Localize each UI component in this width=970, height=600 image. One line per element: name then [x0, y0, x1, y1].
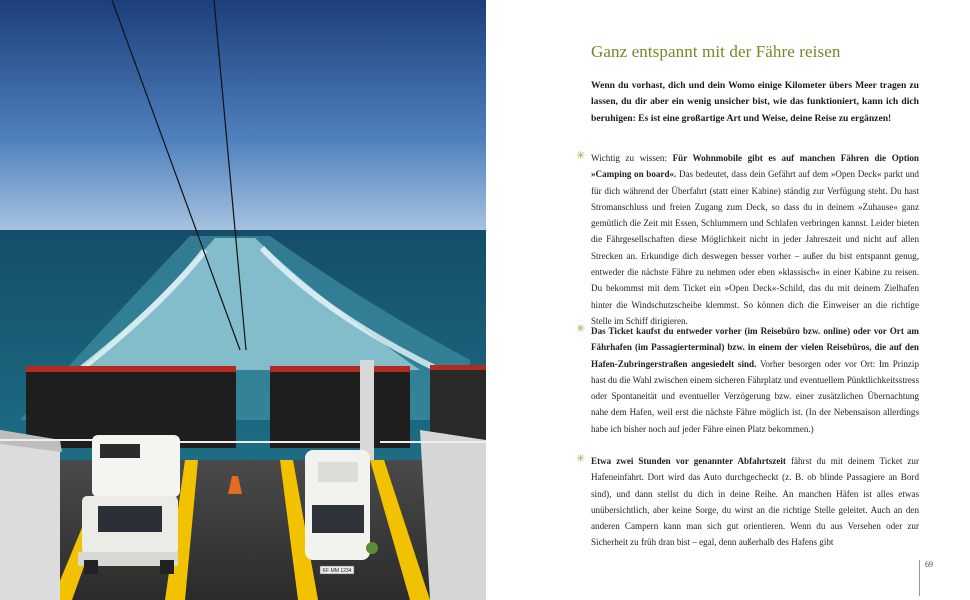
bullet-star-icon: ✳ — [576, 323, 586, 335]
section-1-body: Das bedeutet, dass dein Gefährt auf dem »Open Deck« parkt und für dich während der Überfahrt (statt einer Kabine) ständig zur Verfügung steht. Du hast Stromanschluss und freien Zugang zum Deck, so dass du in deinem »Zuhause« ganz gemütlich die Zeit mit Essen, Schlummern und Schlafen verbringen kannst. Leider bieten die Fährgesellschaften diese Möglichkeit nicht in jeder Jahreszeit und nicht auf allen Strecken an. Erkundige dich deswegen besser vorher – außer du bist entspannt genug, entweder die nächste Fähre zu nehmen oder eben »klassisch« in einer Kabine zu reisen. Du bekommst mit dem Ticket ein »Open Deck«-Schild, das du mit deinem Zielhafen hinter die Windschutzscheibe klemmst. So können dich die Einweiser an die richtige Stelle im Schiff dirigieren. — [591, 169, 919, 326]
section-camping-on-board — [576, 150, 919, 329]
section-ticket — [576, 323, 920, 437]
campervan-right — [305, 450, 378, 574]
page-number: 69 — [925, 560, 933, 569]
section-2-body: Vorher besorgen oder vor Ort: Im Prinzip hast du die Wahl zwischen einem sicheren Fährplatz und eventuellem Pünktlichkeitsstress oder Spontaneität und eventueller Verzögerung bzw. einer zusätzlichen Übernachtung nahe dem Hafen, weil erst die nächste Fähre möglich ist. (In der Nebensaison allerdings habe ich bisher noch auf jeder Fähre einen Platz bekommen.) — [591, 358, 920, 434]
intro-paragraph: Wenn du vorhast, dich und dein Womo einige Kilometer übers Meer tragen zu lassen, du dir aber ein wenig unsicher bist, wie das funktioniert, kann ich dich beruhigen: Es ist eine großartige Art und Weise, deine Reise zu ergänzen! — [591, 80, 919, 124]
campervan-left — [78, 435, 180, 574]
section-1-lead-bold: Für Wohnmobile gibt es auf manchen Fähren die Option »Camping on board«. — [591, 153, 919, 180]
section-arrival — [576, 453, 919, 551]
section-3-lead-bold: Etwa zwei Stunden vor genannter Abfahrtszeit — [591, 456, 786, 466]
page-title: Ganz entspannt mit der Fähre reisen — [591, 42, 841, 61]
text-page — [486, 0, 970, 600]
section-3-body: fährst du mit deinem Ticket zur Hafeneinfahrt. Dort wird das Auto durchgecheckt (z. B. ob blinde Passagiere an Bord sind), und dann stellst du dich in deine Reihe. An manchen Häfen ist alles etwas unübersichtlich, aber keine Sorge, du wirst an die richtige Stelle geleitet. Auch an den anderen Campern kann man sich gut orientieren. Wenn du aus Versehen oder zur Sicherheit zu früh dran bist – egal, denn außerhalb des Hafens gibt — [591, 456, 919, 548]
bullet-star-icon: ✳ — [576, 150, 586, 162]
bullet-star-icon: ✳ — [576, 453, 586, 465]
section-1-lead: Wichtig zu wissen: — [591, 153, 673, 163]
page-number-rule — [919, 560, 920, 596]
section-2-lead-bold: Das Ticket kaufst du entweder vorher (im Reisebüro bzw. online) oder vor Ort am Fährhafen (im Passagierterminal) bzw. in einem der vielen Reisebüros, die auf den Hafen-Zubringerstraßen angesiedelt sind. — [591, 326, 919, 369]
van-plate: KF·MM 1234 — [322, 568, 352, 574]
